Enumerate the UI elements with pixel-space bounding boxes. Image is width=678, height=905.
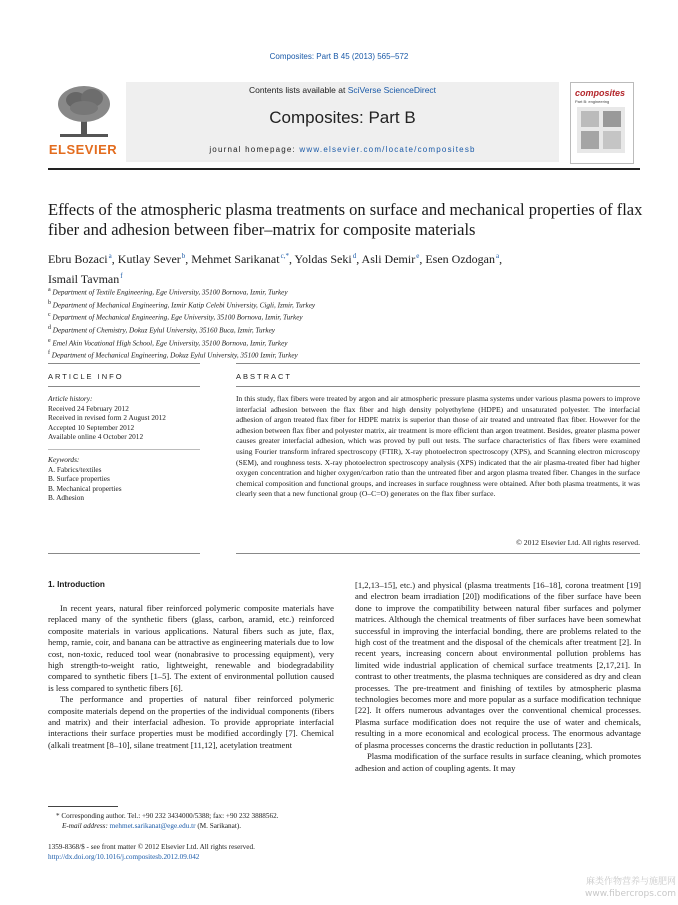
author-name: Mehmet Sarikanat [191, 252, 280, 266]
intro-column-left [48, 603, 334, 751]
affiliation-item: $^b$ Department of Mechanical Engineering, Izmir Katip Celebi University, Cigli, Izmir, Turkey [48, 299, 316, 310]
intro-column-right [355, 580, 641, 774]
author-affil-mark[interactable]: a [108, 252, 112, 260]
intro-paragraph: [1,2,13–15], etc.) and physical (plasma treatments [16–18], corona treatment [19] and electron beam irradiation [20]) modifications of the fiber surface have been done to improve the compatibility between natural fiber surfaces and polymer matrices. Although the chemical treatments of fiber surfaces have been somewhat successful in improving the interfacial bonding, there are problems related to the high cost of the treatment and the disposal of the chemicals after treatment [2]. In recent years, increasing concern about environmental pollution problems has limited wide industrial application of chemical surface treatments [2,17,21]. In contrast to other treatments, the plasma techniques are considered as dry and clean processes. The pre-treatment and finishing of textiles by atmospheric plasma technologies becomes more and more popular as a surface modification technique [22]. It offers numerous advantages over the conventional chemical processes. Plasma surface modification does not require the use of water and chemicals, resulting in a more economical and ecological process. The enormous advantage of plasma processes concerns the drastic reduction in pollutants [23]. [355, 580, 641, 750]
issn-line: 1359-8368/$ - see front matter © 2012 Elsevier Ltd. All rights reserved. [48, 843, 255, 851]
abstract-copyright: © 2012 Elsevier Ltd. All rights reserved. [516, 538, 640, 547]
corresponding-author-note [56, 811, 346, 831]
sciencedirect-link[interactable]: SciVerse ScienceDirect [347, 85, 437, 95]
corresponding-line: * Corresponding author. Tel.: +90 232 3434000/5388; fax: +90 232 3888562. [56, 812, 279, 820]
affiliation-item: $^e$ Emel Akin Vocational High School, Ege University, 35100 Bornova, Izmir, Turkey [48, 337, 288, 348]
journal-title: Composites: Part B [269, 108, 416, 127]
intro-paragraph: In recent years, natural fiber reinforced polymeric composite materials have replaced many of the synthetic fibers (glass, carbon, aramid, etc.) reinforced composite materials in various applications. Natural fibers such as jute, flax, hemp, ramie, coir, and banana can be attractive as engineering materials due to low cost, non-toxic, reduced tool wear (nonabrasive to processing equipment), very high strength-to-weight ratio, lightweight, renewable and biodegradability compared to synthetic fibers [1–5]. The extent of environmental pollution caused is less compared to synthetic fibers [6]. [48, 603, 334, 693]
article-identifiers [48, 842, 348, 862]
keyword-item: B. Mechanical properties [48, 483, 122, 493]
author-list: Ebru Bozaci $^a$, Kutlay Sever $^b$, Mehmet Sarikanat $^{c,*}$, Yoldas Seki $^d$, Asli Demir $^e$, Esen Ozdogan $^a$, Ismail Tavman $^f$ [48, 252, 503, 286]
history-item: Available online 4 October 2012 [48, 432, 144, 442]
footnote-rule [48, 806, 118, 807]
author-affil-mark[interactable]: d [352, 252, 357, 260]
author-name: Esen Ozdogan [425, 252, 495, 266]
intro-paragraph: Plasma modification of the surface results in surface cleaning, which promotes adhesion and action of coupling agents. It may [355, 751, 641, 773]
history-label: Article history: [48, 394, 93, 403]
email-link[interactable]: mehmet.sarikanat@ege.edu.tr [109, 822, 196, 830]
cover-image-icon [577, 107, 625, 153]
article-info-bottom-rule [48, 553, 200, 554]
watermark-cn: 麻类作物营养与施肥网 [585, 877, 676, 887]
elsevier-tree-icon [56, 84, 112, 138]
history-item: Received in revised form 2 August 2012 [48, 413, 166, 423]
keywords [48, 455, 200, 503]
doi-link[interactable]: http://dx.doi.org/10.1016/j.compositesb.2012.09.042 [48, 853, 200, 861]
author-affil-mark[interactable]: e [416, 252, 420, 260]
journal-homepage [126, 145, 559, 154]
cover-subtitle: Part B: engineering [575, 99, 610, 104]
cover-title: composites [575, 88, 626, 98]
author-name: Ismail Tavman [48, 272, 120, 286]
introduction-heading: 1. Introduction [48, 580, 105, 589]
author-name: Kutlay Sever [117, 252, 181, 266]
watermark-url: www.fibercrops.com [585, 889, 676, 899]
email-suffix: (M. Sarikanat). [195, 822, 242, 830]
author-name: Yoldas Seki [294, 252, 352, 266]
header-rule [48, 168, 640, 170]
author-affil-mark[interactable]: c,* [280, 252, 289, 260]
paper-title: Effects of the atmospheric plasma treatments on surface and mechanical properties of flax fiber and adhesion between fiber–matrix for composite materials [48, 200, 643, 239]
abstract-heading: ABSTRACT [236, 372, 293, 381]
homepage-link[interactable]: www.elsevier.com/locate/compositesb [299, 145, 476, 154]
elsevier-logo [48, 82, 118, 162]
abstract-rule [236, 386, 640, 387]
author-affil-mark[interactable]: b [181, 252, 186, 260]
affiliation-item: $^c$ Department of Mechanical Engineering, Ege University, 35100 Bornova, Izmir, Turkey [48, 312, 303, 322]
keyword-item: B. Adhesion [48, 493, 85, 503]
keywords-rule [48, 449, 200, 450]
affiliation-list [48, 285, 648, 361]
affiliation-item: $^a$ Department of Textile Engineering, Ege University, 35100 Bornova, Izmir, Turkey [48, 287, 288, 297]
history-item: Accepted 10 September 2012 [48, 422, 135, 432]
history-item: Received 24 February 2012 [48, 403, 129, 413]
author-name: Ebru Bozaci [48, 252, 108, 266]
affiliation-item: $^f$ Department of Mechanical Engineering, Dokuz Eylul University, 35100 Izmir, Turkey [48, 350, 298, 360]
abstract-bottom-rule [236, 553, 640, 554]
intro-paragraph: The performance and properties of natural fiber reinforced polymeric composite materials depend on the properties of the individual components (fibers and matrix) and their interfacial adhesion. To provide appropriate interfacial interactions their surface properties must be modified accordingly [7]. Chemical (alkali treatment [8–10], silane treatment [11,12], acetylation treatment [48, 694, 334, 750]
abstract-text: In this study, flax fibers were treated by argon and air atmospheric pressure plasma systems under various plasma powers to improve interfacial adhesion between the flax fiber and high density polyethylene (HDPE) and unsaturated polyester. The interfacial adhesion of argon treated flax fiber for HDPE matrix is superior than those of air treated and untreated flax fiber. However for the adhesion between flax fiber and polyester matrix, air treatment is more efficient than argon treatment. Besides, greater plasma power causes greater interfacial adhesion, which was proved by pull out tests. The surface characteristics of flax fibers were examined using Fourier transform infrared spectroscopy (FTIR), X-ray photoelectron spectroscopy (XPS), and Scanning electron microscopy (SEM), and roughness tests. X-ray photoelectron spectroscopy analysis (XPS) indicated that the air plasma-treated fiber had higher oxygen concentration and higher oxygen/carbon ratio than the untreated fiber and argon plasma treated fiber. Changes in the surface chemical composition and functional groups, and increases in surface roughness were obtained. After both plasma treatments, it was clearly seen that a new functional group (O–C=O) generates on the flax fiber surface. [236, 394, 640, 499]
journal-header [126, 82, 559, 162]
article-info-rule [48, 363, 200, 364]
author-affil-mark[interactable]: f [120, 272, 123, 280]
abstract-rule [236, 363, 640, 364]
keyword-item: B. Surface properties [48, 474, 110, 484]
site-watermark [530, 876, 676, 900]
email-line [56, 821, 346, 831]
elsevier-wordmark: ELSEVIER [48, 142, 118, 157]
homepage-prefix: journal homepage: [209, 145, 300, 154]
journal-citation[interactable]: Composites: Part B 45 (2013) 565–572 [269, 52, 409, 61]
author-name: Asli Demir [361, 252, 416, 266]
keyword-item: A. Fabrics/textiles [48, 464, 102, 474]
article-info-rule [48, 386, 200, 387]
contents-line [126, 85, 559, 95]
keywords-label: Keywords: [48, 455, 80, 464]
affiliation-item: $^d$ Department of Chemistry, Dokuz Eylul University, 35160 Buca, Izmir, Turkey [48, 325, 275, 335]
article-history [48, 394, 200, 442]
author-affil-mark[interactable]: a [496, 252, 500, 260]
journal-cover [570, 82, 634, 164]
contents-prefix: Contents lists available at [248, 85, 348, 95]
email-label: E-mail address: [62, 822, 110, 830]
article-info-heading: ARTICLE INFO [48, 372, 124, 381]
